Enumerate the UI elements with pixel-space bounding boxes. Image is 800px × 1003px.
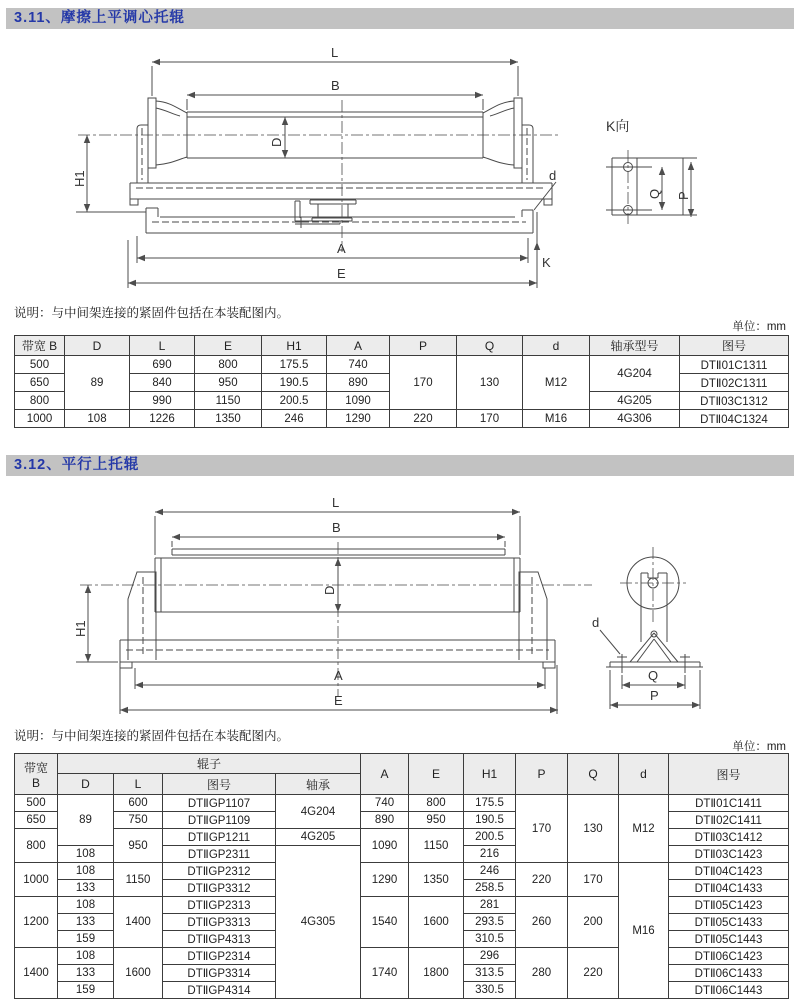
col-header: L (130, 336, 195, 356)
col-header: P (390, 336, 457, 356)
col-header: A (361, 754, 409, 795)
dim-label-E: E (334, 693, 343, 708)
cell: DTⅡGP1211 (163, 829, 276, 846)
cell: DTⅡ01C1411 (669, 795, 789, 812)
cell: 650 (15, 812, 58, 829)
dim-label-Q: Q (647, 188, 662, 199)
cell: 330.5 (464, 982, 516, 999)
spec-table-312 (14, 753, 789, 999)
cell: M16 (523, 410, 590, 428)
cell: 690 (130, 356, 195, 374)
cell: DTⅡ06C1433 (669, 965, 789, 982)
cell: M12 (619, 795, 669, 863)
cell: DTⅡ06C1423 (669, 948, 789, 965)
col-header-text: 带宽 (23, 760, 48, 775)
table-row (15, 829, 789, 846)
cell: 1740 (361, 948, 409, 999)
cell: 190.5 (262, 374, 327, 392)
cell: 1350 (409, 863, 464, 897)
col-header: d (523, 336, 590, 356)
assembly-note-311: 说明：与中间架连接的紧固件包括在本装配图内。 (14, 306, 290, 320)
dim-label-L: L (331, 45, 339, 60)
cell: DTⅡGP4313 (163, 931, 276, 948)
cell: DTⅡ04C1423 (669, 863, 789, 880)
col-header: H1 (262, 336, 327, 356)
col-header: 图号 (163, 774, 276, 795)
cell: 293.5 (464, 914, 516, 931)
header-row (15, 336, 789, 356)
cell: 890 (327, 374, 390, 392)
cell: 740 (361, 795, 409, 812)
table-row (15, 897, 789, 914)
cell: 200.5 (262, 392, 327, 410)
cell: M16 (619, 863, 669, 999)
header-row (15, 754, 789, 774)
cell: 170 (568, 863, 619, 897)
col-header: D (58, 774, 114, 795)
col-header: 图号 (669, 754, 789, 795)
cell: 950 (114, 829, 163, 863)
cell: DTⅡGP2311 (163, 846, 276, 863)
drawing-lines (120, 549, 703, 673)
dim-label-P: P (650, 688, 659, 703)
col-header-bandwidth (15, 754, 58, 795)
cell: 1400 (15, 948, 58, 999)
dim-label-E: E (337, 266, 346, 281)
cell: 4G205 (590, 392, 680, 410)
cell: 1400 (114, 897, 163, 948)
cell: 890 (361, 812, 409, 829)
cell: 108 (58, 948, 114, 965)
col-header-roller-group: 辊子 (58, 754, 361, 774)
cell: 190.5 (464, 812, 516, 829)
cell: 313.5 (464, 965, 516, 982)
col-header: D (65, 336, 130, 356)
cell: 1600 (114, 948, 163, 999)
cell: 950 (195, 374, 262, 392)
cell: 800 (409, 795, 464, 812)
cell: 1000 (15, 863, 58, 897)
cell: 750 (114, 812, 163, 829)
cell: 170 (516, 795, 568, 863)
cell: 258.5 (464, 880, 516, 897)
cell: 840 (130, 374, 195, 392)
cell: DTⅡ03C1312 (680, 392, 789, 410)
cell: 740 (327, 356, 390, 374)
cell: 1090 (327, 392, 390, 410)
cell: 108 (58, 897, 114, 914)
cell: 108 (58, 846, 114, 863)
dim-label-B: B (332, 520, 341, 535)
dim-label-H1: H1 (72, 170, 87, 187)
cell: 1150 (409, 829, 464, 863)
technical-drawing-parallel-idler (0, 487, 800, 725)
cell: 1350 (195, 410, 262, 428)
dim-label-L: L (332, 495, 340, 510)
table-row (15, 812, 789, 829)
kview-title: K向 (606, 118, 630, 134)
cell: 200.5 (464, 829, 516, 846)
cell: 1090 (361, 829, 409, 863)
cell: 260 (516, 897, 568, 948)
cell: 281 (464, 897, 516, 914)
table-row (15, 410, 789, 428)
unit-note-312: 单位：mm (732, 741, 786, 753)
cell: 133 (58, 880, 114, 897)
cell: 1290 (361, 863, 409, 897)
cell: DTⅡ02C1311 (680, 374, 789, 392)
cell: 1150 (114, 863, 163, 897)
cell: 220 (568, 948, 619, 999)
cell: 4G204 (276, 795, 361, 829)
cell: DTⅡGP3312 (163, 880, 276, 897)
table-row (15, 795, 789, 812)
cell: DTⅡ01C1311 (680, 356, 789, 374)
cell: DTⅡ03C1412 (669, 829, 789, 846)
cell: 1150 (195, 392, 262, 410)
cell: 800 (15, 392, 65, 410)
col-header: P (516, 754, 568, 795)
cell: DTⅡGP3313 (163, 914, 276, 931)
cell: 159 (58, 982, 114, 999)
cell: 600 (114, 795, 163, 812)
dim-label-Q: Q (648, 668, 659, 683)
section-heading-bar-311 (6, 8, 794, 29)
table-row (15, 356, 789, 374)
unit-note-311: 单位：mm (732, 321, 786, 333)
cell: 108 (65, 410, 130, 428)
cell: 500 (15, 356, 65, 374)
dimension-lines (76, 512, 700, 714)
cell: DTⅡGP1109 (163, 812, 276, 829)
col-header: 图号 (680, 336, 789, 356)
cell: DTⅡGP2312 (163, 863, 276, 880)
table-row (15, 863, 789, 880)
cell: 200 (568, 897, 619, 948)
cell: 950 (409, 812, 464, 829)
section-title-311: 3.11、摩擦上平调心托辊 (14, 10, 185, 26)
col-header-text: B (31, 775, 40, 790)
dimension-lines (76, 62, 691, 288)
cell: M12 (523, 356, 590, 410)
cell: 170 (457, 410, 523, 428)
technical-drawing-friction-aligning-idler (0, 30, 800, 302)
cell: 246 (262, 410, 327, 428)
col-header: Q (457, 336, 523, 356)
cell: DTⅡGP1107 (163, 795, 276, 812)
col-header: H1 (464, 754, 516, 795)
cell: 159 (58, 931, 114, 948)
cell: 4G305 (276, 846, 361, 999)
col-header: L (114, 774, 163, 795)
cell: 4G205 (276, 829, 361, 846)
dim-label-P: P (676, 191, 691, 200)
cell: 246 (464, 863, 516, 880)
cell: DTⅡ06C1443 (669, 982, 789, 999)
cell: 280 (516, 948, 568, 999)
cell: 800 (15, 829, 58, 863)
cell: 990 (130, 392, 195, 410)
dim-label-H1: H1 (73, 620, 88, 637)
section-title-312: 3.12、平行上托辊 (14, 457, 140, 473)
col-header: 带宽 B (15, 336, 65, 356)
dim-label-d: d (592, 615, 600, 630)
cell: 650 (15, 374, 65, 392)
dim-label-A: A (334, 668, 343, 683)
cell: DTⅡGP4314 (163, 982, 276, 999)
center-lines (78, 100, 628, 252)
cell: 108 (58, 863, 114, 880)
cell: DTⅡ05C1433 (669, 914, 789, 931)
cell: DTⅡ05C1423 (669, 897, 789, 914)
dimension-labels (72, 45, 691, 281)
cell: 130 (457, 356, 523, 410)
cell: 170 (390, 356, 457, 410)
col-header: Q (568, 754, 619, 795)
cell: DTⅡ03C1423 (669, 846, 789, 863)
cell: 1200 (15, 897, 58, 948)
cell: 220 (390, 410, 457, 428)
col-header: A (327, 336, 390, 356)
spec-table-311 (14, 335, 789, 428)
hidden-lines (136, 128, 546, 222)
cell: 310.5 (464, 931, 516, 948)
cell: 4G306 (590, 410, 680, 428)
cell: 175.5 (464, 795, 516, 812)
table-row (15, 948, 789, 965)
dim-label-K: K (542, 255, 551, 270)
cell: 175.5 (262, 356, 327, 374)
dim-label-D: D (269, 137, 284, 147)
col-header: E (195, 336, 262, 356)
col-header: 轴承型号 (590, 336, 680, 356)
dim-label-d: d (549, 168, 557, 183)
cell: DTⅡ02C1411 (669, 812, 789, 829)
cell: 1290 (327, 410, 390, 428)
cell: 216 (464, 846, 516, 863)
cell: 89 (58, 795, 114, 846)
col-header: d (619, 754, 669, 795)
assembly-note-312: 说明：与中间架连接的紧固件包括在本装配图内。 (14, 729, 290, 743)
cell: 296 (464, 948, 516, 965)
cell: 4G204 (590, 356, 680, 392)
cell: 1800 (409, 948, 464, 999)
col-header: 轴承 (276, 774, 361, 795)
dim-label-A: A (337, 241, 346, 256)
dim-label-B: B (331, 78, 340, 93)
dim-label-D: D (322, 585, 337, 595)
cell: 800 (195, 356, 262, 374)
cell: 500 (15, 795, 58, 812)
cell: 89 (65, 356, 130, 410)
cell: DTⅡ04C1433 (669, 880, 789, 897)
cell: 1226 (130, 410, 195, 428)
cell: DTⅡ05C1443 (669, 931, 789, 948)
cell: 1600 (409, 897, 464, 948)
col-header: E (409, 754, 464, 795)
cell: 133 (58, 914, 114, 931)
cell: 133 (58, 965, 114, 982)
cell: 130 (568, 795, 619, 863)
cell: 220 (516, 863, 568, 897)
section-heading-bar-312 (6, 455, 794, 476)
cell: DTⅡGP3314 (163, 965, 276, 982)
cell: 1540 (361, 897, 409, 948)
cell: DTⅡGP2314 (163, 948, 276, 965)
cell: 1000 (15, 410, 65, 428)
cell: DTⅡ04C1324 (680, 410, 789, 428)
cell: DTⅡGP2313 (163, 897, 276, 914)
